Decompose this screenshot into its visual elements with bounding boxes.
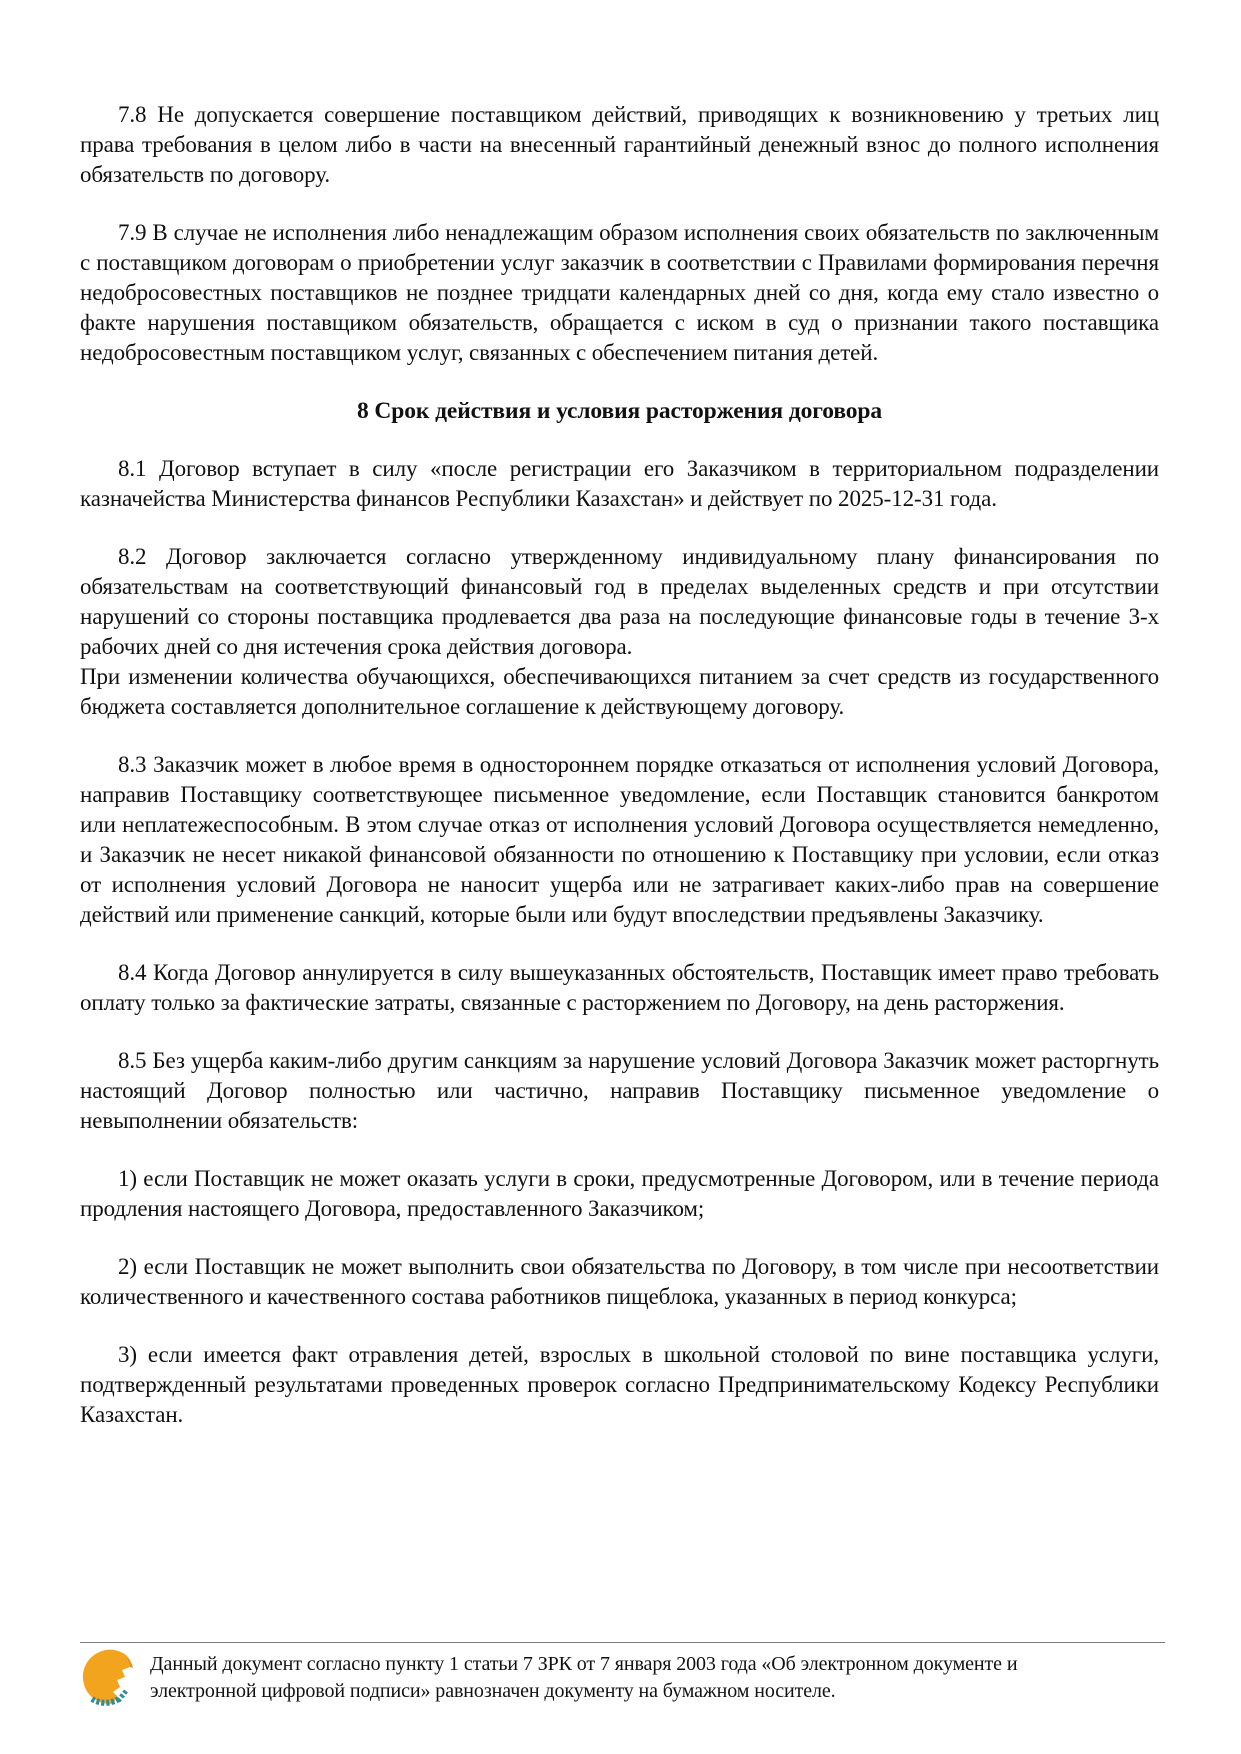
clause-8-1: 8.1 Договор вступает в силу «после регистрации его Заказчиком в территориальном подразделении казначейства Министерства финансов Республики Казахстан» и действует по 2025-12-31 года. — [80, 456, 1159, 511]
termination-item-1: 1) если Поставщик не может оказать услуги в сроки, предусмотренные Договором, или в течение периода продления настоящего Договора, предоставленного Заказчиком; — [80, 1166, 1159, 1221]
esign-stamp-icon — [80, 1649, 140, 1715]
clause-7-8: 7.8 Не допускается совершение поставщиком действий, приводящих к возникновению у третьих лиц права требования в целом либо в части на внесенный гарантийный денежный взнос до полного исполнения обязательств по договору. — [80, 102, 1159, 187]
clause-8-2-continuation: При изменении количества обучающихся, обеспечивающихся питанием за счет средств из государственного бюджета составляется дополнительное соглашение к действующему договору. — [80, 664, 1159, 719]
termination-item-2: 2) если Поставщик не может выполнить свои обязательства по Договору, в том числе при несоответствии количественного и качественного состава работников пищеблока, указанных в период конкурса; — [80, 1254, 1159, 1309]
esign-note: Данный документ согласно пункту 1 статьи 7 ЗРК от 7 января 2003 года «Об электронном документе и электронной цифровой подписи» равнозначен документу на бумажном носителе. — [150, 1653, 1018, 1702]
clause-7-9: 7.9 В случае не исполнения либо ненадлежащим образом исполнения своих обязательств по заключенным с поставщиком договорам о приобретении услуг заказчик в соответствии с Правилами формирования перечня недобросовестных поставщиков не позднее тридцати календарных дней со дня, когда ему стало известно о факте нарушения поставщиком обязательств, обращается с иском в суд о признании такого поставщика недобросовестным поставщиком услуг, связанных с обеспечением питания детей. — [80, 220, 1159, 365]
clause-8-5: 8.5 Без ущерба каким-либо другим санкциям за нарушение условий Договора Заказчик может расторгнуть настоящий Договор полностью или частично, направив Поставщику письменное уведомление о невыполнении обязательств: — [80, 1048, 1159, 1133]
clause-8-4: 8.4 Когда Договор аннулируется в силу вышеуказанных обстоятельств, Поставщик имеет право требовать оплату только за фактические затраты, связанные с расторжением по Договору, на день расторжения. — [80, 960, 1159, 1015]
esign-footer — [80, 1642, 1165, 1715]
clause-8-2: 8.2 Договор заключается согласно утвержденному индивидуальному плану финансирования по обязательствам на соответствующий финансовый год в пределах выделенных средств и при отсутствии нарушений со стороны поставщика продлевается два раза на последующие финансовые годы в течение 3-х рабочих дней со дня истечения срока действия договора. — [80, 544, 1159, 659]
section-8-heading: 8 Срок действия и условия расторжения договора — [356, 398, 883, 424]
clause-8-3: 8.3 Заказчик может в любое время в одностороннем порядке отказаться от исполнения условий Договора, направив Поставщику соответствующее письменное уведомление, если Поставщик становится банкротом или неплатежеспособным. В этом случае отказ от исполнения условий Договора осуществляется немедленно, и Заказчик не несет никакой финансовой обязанности по отношению к Поставщику при условии, если отказ от исполнения условий Договора не наносит ущерба или не затрагивает каких-либо прав на совершение действий или применение санкций, которые были или будут впоследствии предъявлены Заказчику. — [80, 752, 1159, 927]
document-body — [80, 100, 1159, 1458]
termination-item-3: 3) если имеется факт отравления детей, взрослых в школьной столовой по вине поставщика услуги, подтвержденный результатами проведенных проверок согласно Предпринимательскому Кодексу Республики Казахстан. — [80, 1342, 1159, 1427]
